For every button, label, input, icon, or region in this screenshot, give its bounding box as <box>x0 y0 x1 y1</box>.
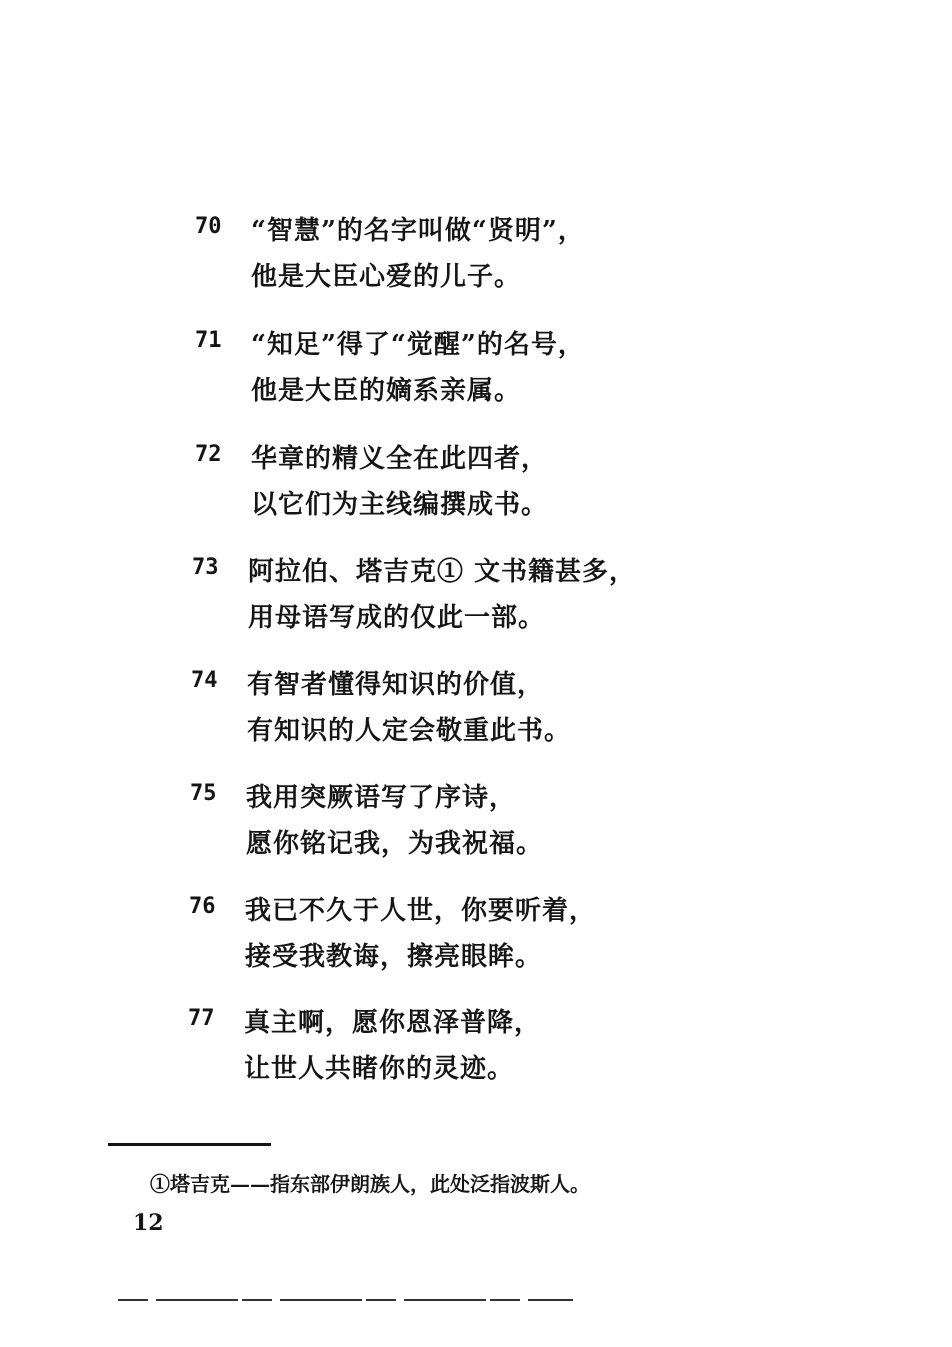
verse-line: 他是大臣心爱的儿子。 <box>251 262 522 292</box>
footnote: ①塔吉克——指东部伊朗族人，此处泛指波斯人。 <box>150 1172 590 1196</box>
page-number: 12 <box>133 1210 164 1236</box>
footnote-divider <box>108 1143 271 1146</box>
verse-line: 以它们为主线编撰成书。 <box>251 490 549 520</box>
verse-line: 他是大臣的嫡系亲属。 <box>251 376 522 406</box>
stanza-number: 77 <box>188 1006 215 1031</box>
verse-line: 华章的精义全在此四者， <box>251 444 549 474</box>
verse-line: 愿你铭记我，为我祝福。 <box>246 829 544 859</box>
verse-line: 有知识的人定会敬重此书。 <box>247 716 572 746</box>
verse-line: 我已不久于人世，你要听着， <box>245 896 597 926</box>
stanza-number: 73 <box>192 555 219 580</box>
stanza-number: 75 <box>190 781 217 806</box>
verse-line: 接受我教诲，擦亮眼眸。 <box>245 942 543 972</box>
verse-line: 我用突厥语写了序诗， <box>246 783 517 813</box>
verse-line: 用母语写成的仅此一部。 <box>248 603 546 633</box>
stanza-number: 72 <box>195 442 222 467</box>
stanza-number: 76 <box>189 894 216 919</box>
stanza-number: 74 <box>191 668 218 693</box>
verse-line: 阿拉伯、塔吉克① 文书籍甚多， <box>248 557 637 587</box>
verse-line: “智慧”的名字叫做“贤明”， <box>251 216 585 246</box>
verse-line: 真主啊，愿你恩泽普降， <box>244 1008 542 1038</box>
verse-line: 让世人共睹你的灵迹。 <box>244 1054 515 1084</box>
verse-line: “知足”得了“觉醒”的名号， <box>251 330 585 360</box>
verse-line: 有智者懂得知识的价值， <box>247 670 545 700</box>
scan-edge-line <box>118 1299 573 1301</box>
stanza-number: 70 <box>195 214 222 239</box>
stanza-number: 71 <box>195 328 222 353</box>
